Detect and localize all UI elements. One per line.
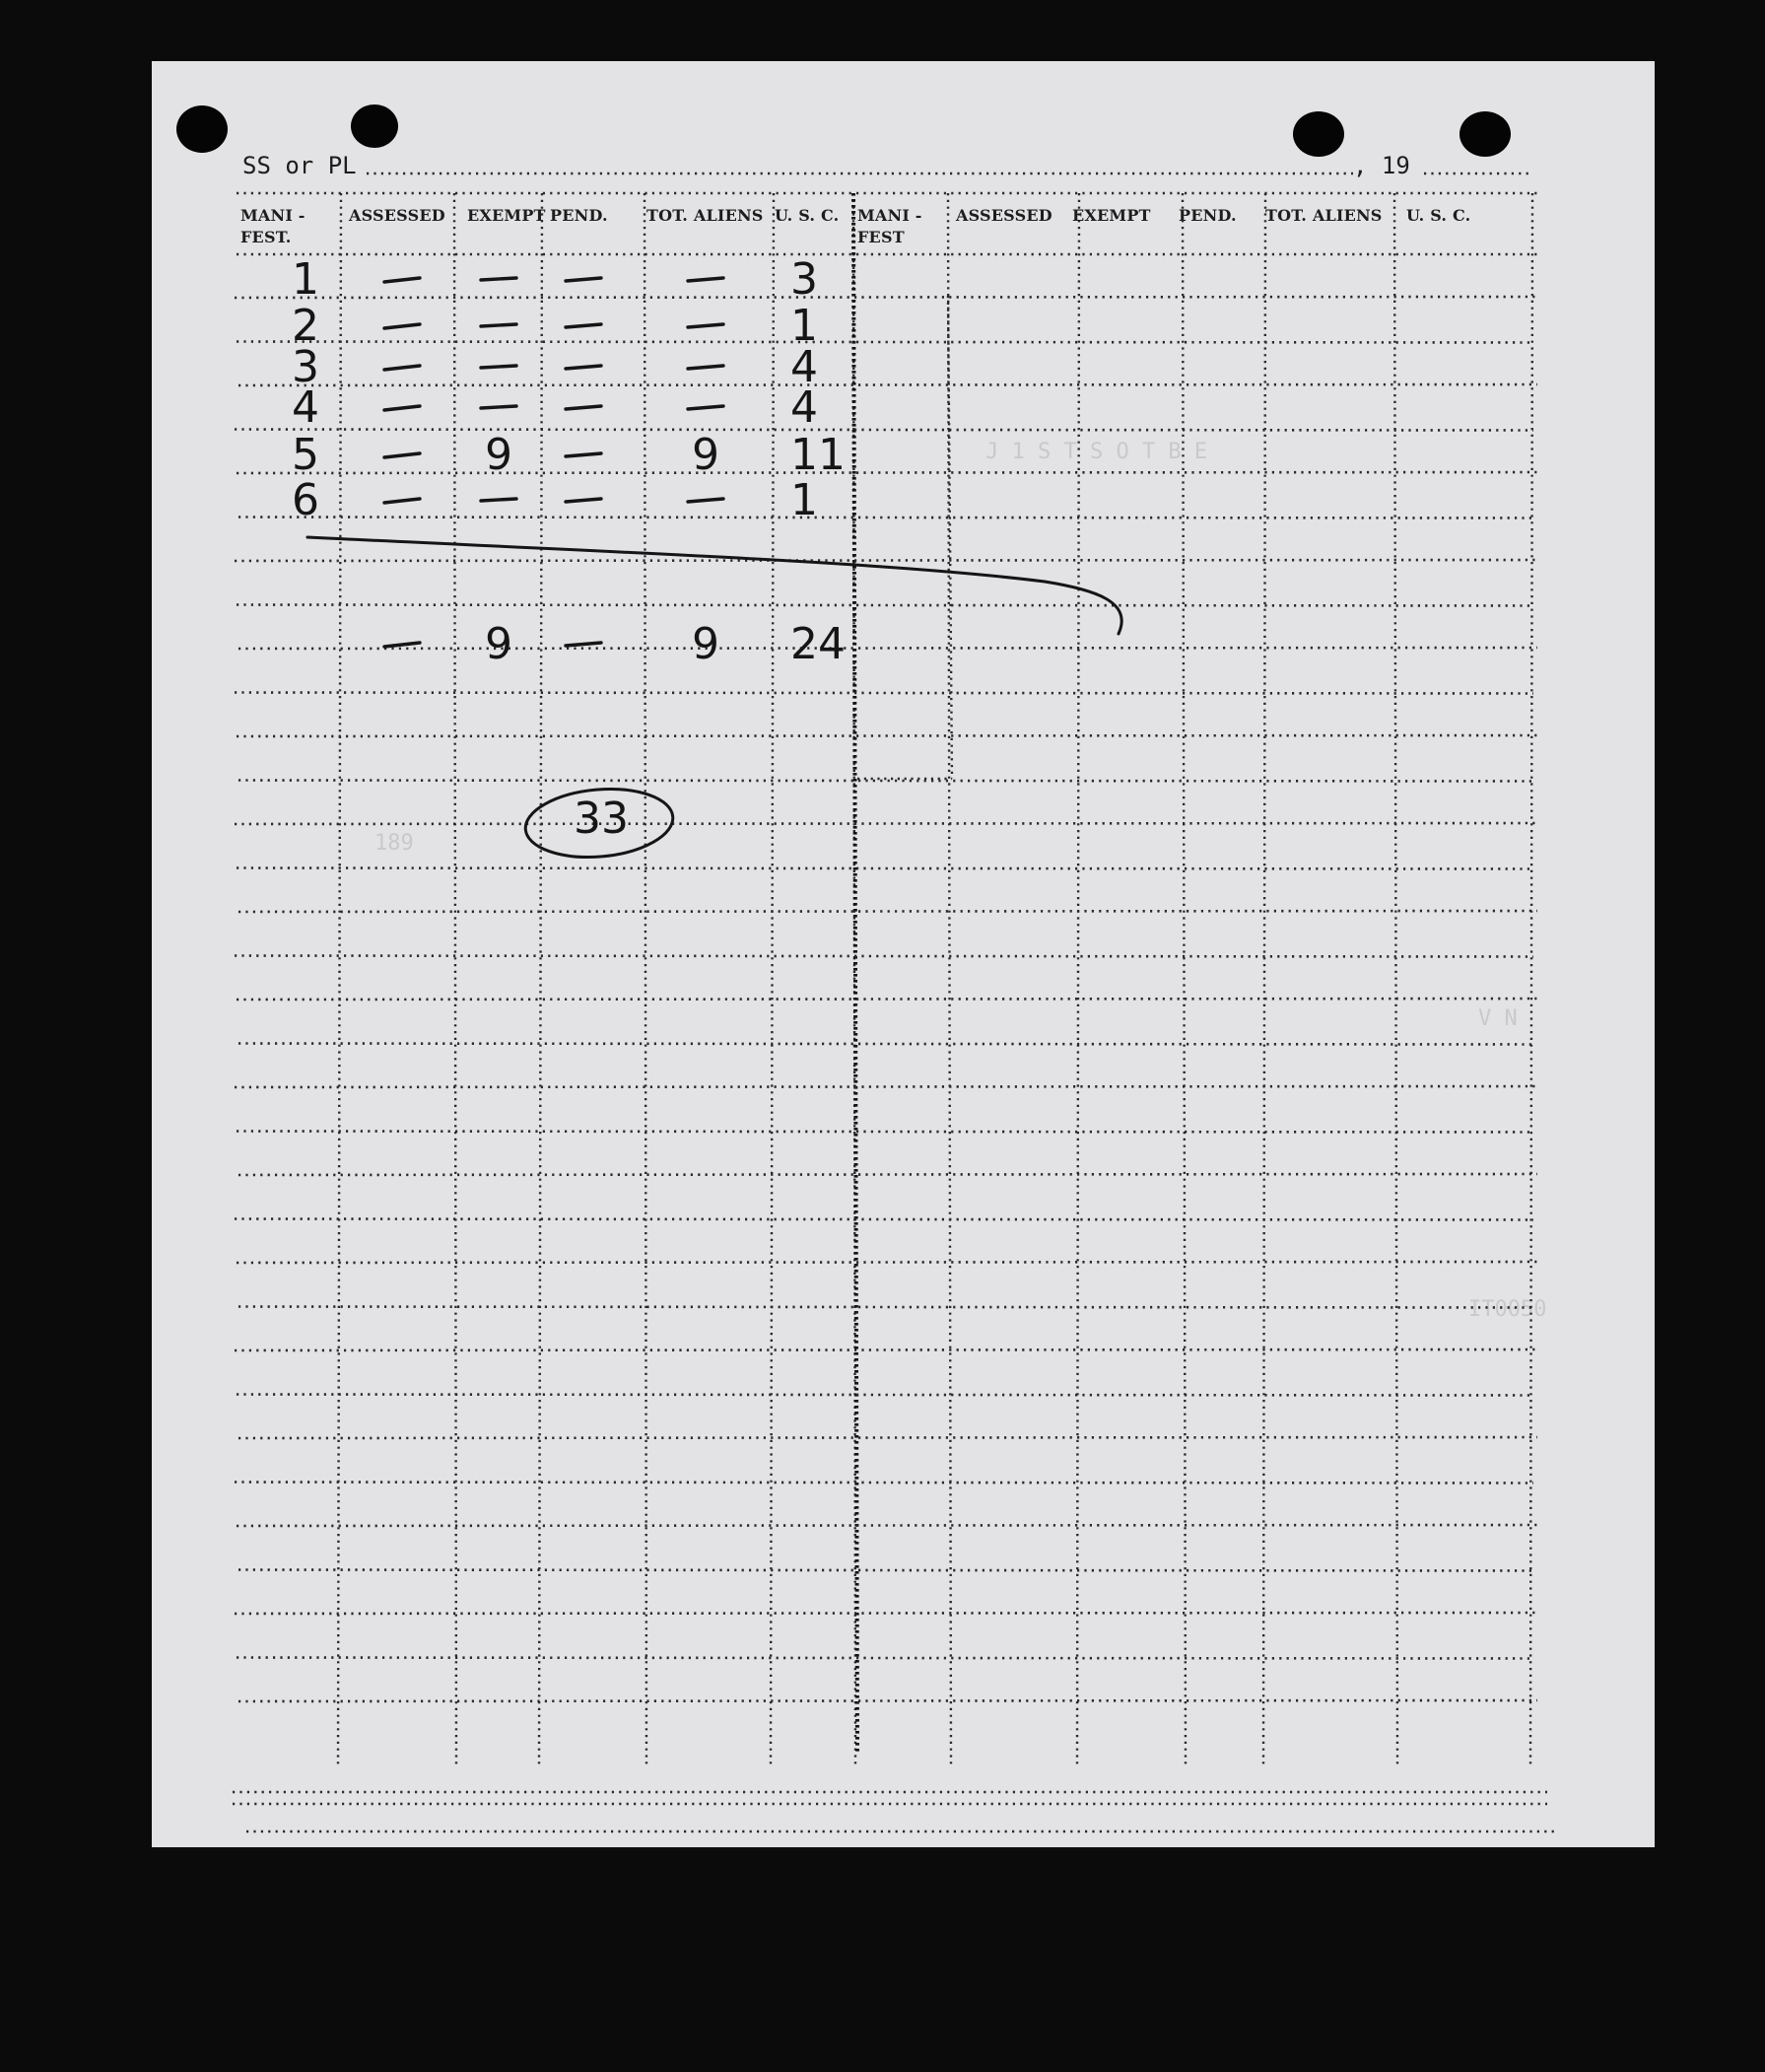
header-right-manifest-line2: FEST — [857, 228, 905, 246]
svg-text:189: 189 — [374, 831, 414, 856]
entry-manifest: 6 — [292, 475, 319, 525]
header-left-exempt: EXEMPT — [467, 206, 546, 225]
year-label: , 19 — [1353, 152, 1410, 179]
header-left-usc: U. S. C. — [775, 206, 840, 225]
entry-exempt — [481, 499, 516, 501]
paper-sheet — [152, 61, 1655, 1847]
total-tot_aliens: 9 — [692, 619, 719, 669]
header-right-tot_aliens: TOT. ALIENS — [1265, 206, 1383, 225]
header-left-pend: PEND. — [550, 206, 608, 225]
total-exempt: 9 — [485, 619, 512, 669]
punch-hole-3 — [1293, 111, 1344, 157]
entry-manifest: 2 — [292, 301, 319, 351]
entry-usc: 4 — [790, 342, 818, 392]
header-left-manifest-line2: FEST. — [240, 228, 292, 246]
entry-manifest: 4 — [292, 382, 319, 433]
header-left-assessed: ASSESSED — [349, 206, 445, 225]
entry-manifest: 5 — [292, 430, 319, 480]
svg-text:J 1 S T S O T B E: J 1 S T S O T B E — [985, 440, 1208, 464]
entry-exempt — [481, 406, 516, 408]
entry-usc: 1 — [790, 475, 818, 525]
svg-text:V N: V N — [1478, 1006, 1518, 1031]
entry-usc: 4 — [790, 382, 818, 433]
entry-usc: 3 — [790, 254, 818, 305]
entry-exempt — [481, 366, 516, 368]
header-left-manifest: MANI - — [240, 206, 305, 225]
punch-hole-4 — [1460, 111, 1511, 157]
punch-hole-1 — [176, 105, 228, 153]
vessel-label: SS or PL — [242, 152, 357, 179]
header-right-usc: U. S. C. — [1406, 206, 1471, 225]
entry-tot_aliens: 9 — [692, 430, 719, 480]
entry-usc: 11 — [790, 430, 846, 480]
entry-exempt — [481, 278, 516, 280]
header-right-manifest: MANI - — [857, 206, 922, 225]
header-right-assessed: ASSESSED — [956, 206, 1052, 225]
header-left-tot_aliens: TOT. ALIENS — [646, 206, 764, 225]
entry-exempt — [481, 324, 516, 326]
circled-total-value: 33 — [574, 794, 629, 844]
total-usc: 24 — [790, 619, 846, 669]
header-right-exempt: EXEMPT — [1072, 206, 1151, 225]
entry-manifest: 1 — [292, 254, 319, 305]
punch-hole-2 — [351, 104, 398, 148]
entry-manifest: 3 — [292, 342, 319, 392]
header-right-pend: PEND. — [1179, 206, 1237, 225]
entry-exempt: 9 — [485, 430, 512, 480]
svg-text:IT0050: IT0050 — [1468, 1297, 1547, 1322]
entry-usc: 1 — [790, 301, 818, 351]
